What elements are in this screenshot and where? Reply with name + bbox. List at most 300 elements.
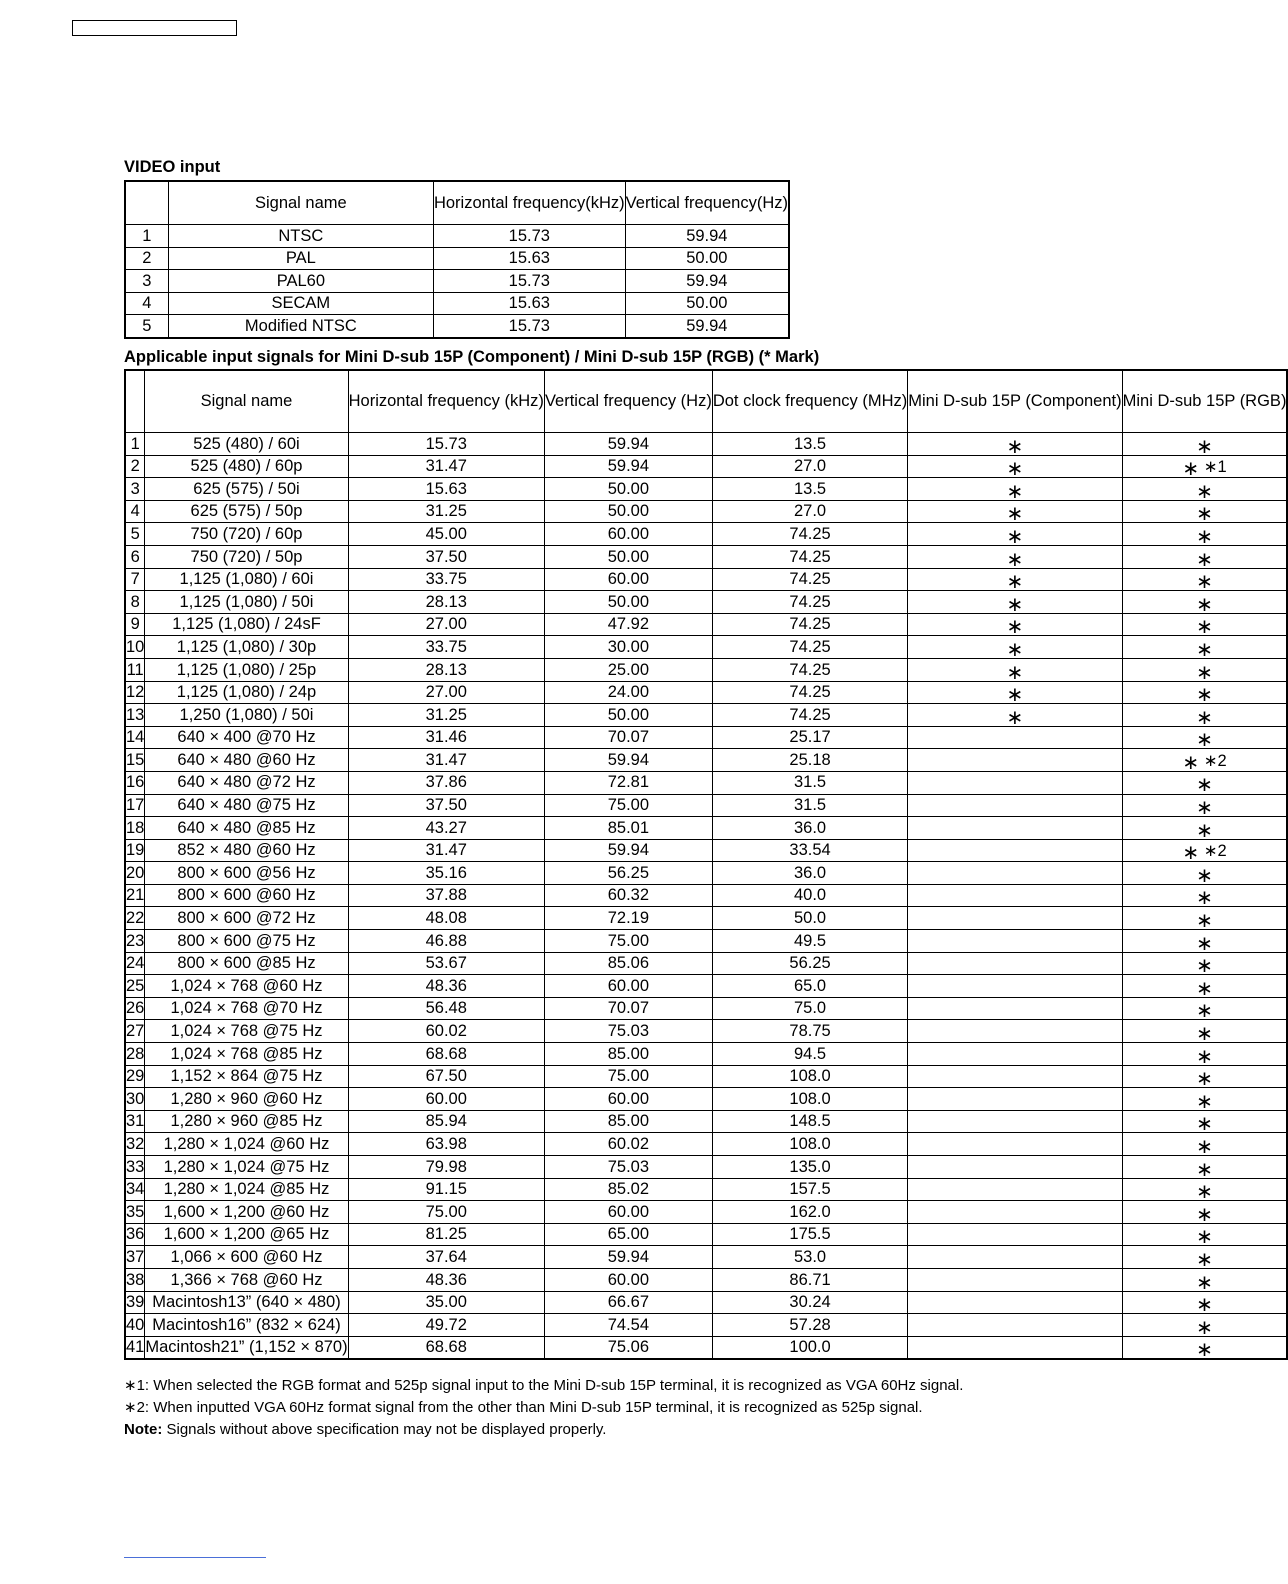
table-cell: 56.48 xyxy=(348,997,544,1020)
table-cell: 70.07 xyxy=(544,997,712,1020)
rgb-mark: ∗ xyxy=(1196,480,1213,503)
table-cell: 15.73 xyxy=(433,315,625,338)
table-cell: 4 xyxy=(125,292,168,315)
rgb-mark: ∗ xyxy=(1196,819,1213,842)
table-cell: SECAM xyxy=(168,292,433,315)
rgb-mark: ∗ xyxy=(1196,503,1213,526)
table-cell xyxy=(908,1178,1122,1201)
table-cell xyxy=(908,1133,1122,1156)
table-cell: 1,280 × 960 @85 Hz xyxy=(145,1110,348,1133)
table-row xyxy=(125,1336,1287,1359)
component-mark: ∗ xyxy=(1006,638,1024,661)
table-cell xyxy=(908,704,1122,727)
table-cell: 640 × 480 @75 Hz xyxy=(145,794,348,817)
table-cell: 75.00 xyxy=(544,794,712,817)
rgb-mark: ∗ xyxy=(1196,1339,1213,1362)
table-row xyxy=(125,523,1287,546)
rgb-mark: ∗ xyxy=(1196,910,1213,933)
footnote-ref: ∗2 xyxy=(1203,842,1227,861)
table-cell: 1,125 (1,080) / 25p xyxy=(145,658,348,681)
table-cell xyxy=(1122,1246,1287,1269)
table-row xyxy=(125,771,1287,794)
table-cell: 28 xyxy=(125,1043,145,1066)
table-cell: 66.67 xyxy=(544,1291,712,1314)
table-cell: 4 xyxy=(125,500,145,523)
rgb-mark: ∗ xyxy=(1196,1045,1213,1068)
table-row xyxy=(125,704,1287,727)
table-cell: 50.00 xyxy=(544,591,712,614)
table-cell xyxy=(1122,975,1287,998)
table-cell: 67.50 xyxy=(348,1065,544,1088)
rgb-mark: ∗ xyxy=(1196,1068,1213,1091)
table-cell xyxy=(908,1246,1122,1269)
column-header: Mini D-sub 15P (Component) xyxy=(908,370,1122,433)
table-cell xyxy=(1122,1133,1287,1156)
table-cell xyxy=(1122,704,1287,727)
table-cell: 800 × 600 @85 Hz xyxy=(145,952,348,975)
applicable-signals-heading: Applicable input signals for Mini D-sub 15P (Component) / Mini D-sub 15P (RGB) (* Mark) xyxy=(124,348,820,366)
table-cell: 1,125 (1,080) / 30p xyxy=(145,636,348,659)
table-cell: 22 xyxy=(125,907,145,930)
footnote-2: ∗2: When inputted VGA 60Hz format signal from the other than Mini D-sub 15P terminal, it is recognized as 525p signal. xyxy=(124,1399,923,1416)
table-cell: 108.0 xyxy=(712,1088,907,1111)
table-cell xyxy=(1122,1268,1287,1294)
table-cell: 70.07 xyxy=(544,726,712,749)
table-cell xyxy=(1122,568,1287,594)
table-cell: 10 xyxy=(125,636,145,659)
note-label: Note: xyxy=(124,1421,163,1438)
rgb-mark: ∗ xyxy=(1196,1226,1213,1249)
table-row xyxy=(125,315,789,338)
table-cell: 35.00 xyxy=(348,1291,544,1314)
table-cell: 36.0 xyxy=(712,862,907,885)
table-cell: 75.00 xyxy=(544,930,712,953)
table-cell xyxy=(1122,591,1287,614)
rgb-mark: ∗ xyxy=(1196,864,1213,887)
table-cell: 31.25 xyxy=(348,500,544,523)
video-input-table xyxy=(124,180,790,339)
table-cell: 30.24 xyxy=(712,1291,907,1314)
rgb-mark: ∗ xyxy=(1196,1181,1213,1204)
component-mark: ∗ xyxy=(1006,571,1024,594)
table-cell xyxy=(1122,681,1287,707)
table-cell: 1 xyxy=(125,433,145,456)
table-cell: 30.00 xyxy=(544,636,712,659)
table-cell: 31.47 xyxy=(348,455,544,478)
table-cell: 12 xyxy=(125,681,145,704)
rgb-mark: ∗ xyxy=(1196,1248,1213,1271)
table-cell xyxy=(908,930,1122,953)
rgb-mark: ∗ xyxy=(1196,774,1213,797)
table-cell: 640 × 480 @72 Hz xyxy=(145,771,348,794)
table-cell: 86.71 xyxy=(712,1268,907,1291)
table-cell xyxy=(908,726,1122,749)
rgb-mark: ∗ xyxy=(1196,571,1213,594)
table-cell: 750 (720) / 60p xyxy=(145,523,348,546)
table-cell xyxy=(908,1201,1122,1224)
table-cell: 1,024 × 768 @70 Hz xyxy=(145,997,348,1020)
table-cell xyxy=(908,1223,1122,1246)
applicable-signals-table xyxy=(124,369,1288,1360)
table-cell: 56.25 xyxy=(544,862,712,885)
table-cell xyxy=(908,478,1122,501)
table-cell: 81.25 xyxy=(348,1223,544,1246)
table-cell: 15 xyxy=(125,749,145,772)
table-cell: 53.67 xyxy=(348,952,544,975)
table-cell: 75.0 xyxy=(712,997,907,1020)
table-row xyxy=(125,1020,1287,1043)
table-cell: 21 xyxy=(125,884,145,907)
rgb-mark: ∗ xyxy=(1196,932,1213,955)
table-cell: 41 xyxy=(125,1336,145,1359)
rgb-mark: ∗ xyxy=(1196,1271,1213,1294)
table-cell: 157.5 xyxy=(712,1178,907,1201)
rgb-mark: ∗ xyxy=(1196,1135,1213,1158)
table-cell: 5 xyxy=(125,315,168,338)
table-cell xyxy=(1122,1020,1287,1043)
table-cell: NTSC xyxy=(168,225,433,248)
table-row xyxy=(125,1201,1287,1224)
table-cell: 640 × 480 @85 Hz xyxy=(145,817,348,840)
table-row xyxy=(125,1088,1287,1111)
table-cell: 11 xyxy=(125,658,145,681)
table-cell: 20 xyxy=(125,862,145,885)
table-cell: 37.88 xyxy=(348,884,544,907)
table-cell xyxy=(1122,771,1287,797)
table-cell: 68.68 xyxy=(348,1336,544,1359)
table-cell: 25 xyxy=(125,975,145,998)
table-cell xyxy=(908,1020,1122,1043)
table-row xyxy=(125,225,789,248)
table-cell xyxy=(908,1043,1122,1066)
table-cell: 60.00 xyxy=(544,1268,712,1291)
video-input-heading: VIDEO input xyxy=(124,158,221,176)
table-cell: 18 xyxy=(125,817,145,840)
rgb-mark: ∗ xyxy=(1196,1294,1213,1317)
table-cell xyxy=(1122,817,1287,840)
table-row xyxy=(125,500,1287,523)
table-row xyxy=(125,907,1287,930)
table-cell xyxy=(1122,1291,1287,1317)
table-cell: 15.73 xyxy=(433,270,625,293)
rgb-mark: ∗ xyxy=(1196,977,1213,1000)
table-row xyxy=(125,1110,1287,1133)
table-cell: 27.0 xyxy=(712,455,907,478)
table-cell: 31 xyxy=(125,1110,145,1133)
table-cell: 800 × 600 @72 Hz xyxy=(145,907,348,930)
table-cell: 1,024 × 768 @60 Hz xyxy=(145,975,348,998)
table-cell: 40.0 xyxy=(712,884,907,907)
table-row xyxy=(125,975,1287,998)
table-cell: 35.16 xyxy=(348,862,544,885)
table-cell: 60.00 xyxy=(544,1088,712,1111)
table-cell: 640 × 400 @70 Hz xyxy=(145,726,348,749)
rgb-mark: ∗ xyxy=(1196,729,1213,752)
rgb-mark: ∗ xyxy=(1196,661,1213,684)
table-cell: 74.25 xyxy=(712,523,907,546)
table-cell: 1,280 × 1,024 @60 Hz xyxy=(145,1133,348,1156)
table-row xyxy=(125,749,1287,772)
table-cell xyxy=(1122,862,1287,885)
table-cell: 50.00 xyxy=(544,704,712,727)
table-cell: 108.0 xyxy=(712,1133,907,1156)
table-row xyxy=(125,591,1287,614)
table-cell: 37.50 xyxy=(348,545,544,568)
table-cell: 65.0 xyxy=(712,975,907,998)
table-cell xyxy=(908,568,1122,594)
table-row xyxy=(125,817,1287,840)
table-cell: 46.88 xyxy=(348,930,544,953)
table-cell xyxy=(1122,907,1287,933)
table-cell: 1,250 (1,080) / 50i xyxy=(145,704,348,727)
table-cell xyxy=(1122,726,1287,752)
table-cell xyxy=(908,749,1122,772)
table-cell xyxy=(908,771,1122,794)
table-cell: 37.50 xyxy=(348,794,544,817)
table-cell xyxy=(1122,658,1287,684)
table-cell xyxy=(908,1156,1122,1179)
column-header: Mini D-sub 15P (RGB) xyxy=(1122,370,1287,433)
table-cell xyxy=(1122,636,1287,659)
table-cell xyxy=(908,907,1122,930)
component-mark: ∗ xyxy=(1006,503,1024,526)
table-row xyxy=(125,1043,1287,1066)
table-cell: 91.15 xyxy=(348,1178,544,1201)
table-cell: 50.00 xyxy=(544,478,712,501)
table-cell xyxy=(1122,1088,1287,1111)
table-cell: 59.94 xyxy=(544,839,712,862)
table-cell xyxy=(908,523,1122,546)
rgb-mark: ∗ xyxy=(1196,955,1213,978)
table-cell: 50.00 xyxy=(625,292,789,315)
table-cell: 28.13 xyxy=(348,658,544,681)
table-cell: 85.02 xyxy=(544,1178,712,1201)
table-row xyxy=(125,613,1287,636)
table-cell: 135.0 xyxy=(712,1156,907,1179)
table-cell xyxy=(908,952,1122,975)
table-cell: 175.5 xyxy=(712,1223,907,1246)
table-cell: 59.94 xyxy=(625,315,789,338)
table-cell: 15.73 xyxy=(433,225,625,248)
table-cell xyxy=(908,1291,1122,1314)
table-cell: 1,366 × 768 @60 Hz xyxy=(145,1268,348,1291)
rgb-mark: ∗ xyxy=(1196,1203,1213,1226)
table-cell: 65.00 xyxy=(544,1223,712,1246)
table-cell: 27 xyxy=(125,1020,145,1043)
table-cell xyxy=(908,997,1122,1020)
table-cell: 74.25 xyxy=(712,545,907,568)
table-cell: 16 xyxy=(125,771,145,794)
table-cell xyxy=(1122,1156,1287,1179)
table-cell: 74.25 xyxy=(712,658,907,681)
table-cell: 75.00 xyxy=(544,1065,712,1088)
table-cell: 59.94 xyxy=(544,749,712,772)
table-cell: 1,152 × 864 @75 Hz xyxy=(145,1065,348,1088)
table-cell: 31.5 xyxy=(712,794,907,817)
footnote-1: ∗1: When selected the RGB format and 525p signal input to the Mini D-sub 15P terminal, it is recognized as VGA 60Hz signal. xyxy=(124,1377,964,1394)
table-row xyxy=(125,884,1287,907)
table-row xyxy=(125,1133,1287,1156)
table-row xyxy=(125,997,1287,1020)
table-cell: 1,600 × 1,200 @60 Hz xyxy=(145,1201,348,1224)
table-cell: 59.94 xyxy=(625,225,789,248)
table-cell: 28.13 xyxy=(348,591,544,614)
table-cell: 74.25 xyxy=(712,613,907,636)
rgb-mark: ∗ xyxy=(1196,706,1213,729)
component-mark: ∗ xyxy=(1006,435,1024,458)
rgb-mark: ∗ xyxy=(1196,548,1213,571)
table-cell: 33 xyxy=(125,1156,145,1179)
table-cell xyxy=(908,455,1122,481)
table-cell xyxy=(908,1268,1122,1291)
table-cell xyxy=(908,500,1122,526)
table-cell: 74.25 xyxy=(712,704,907,727)
rgb-mark: ∗ xyxy=(1196,435,1213,458)
table-cell: 525 (480) / 60i xyxy=(145,433,348,456)
table-cell: 640 × 480 @60 Hz xyxy=(145,749,348,772)
rgb-mark: ∗ xyxy=(1182,842,1200,865)
table-cell: 1,280 × 1,024 @85 Hz xyxy=(145,1178,348,1201)
component-mark: ∗ xyxy=(1006,548,1024,571)
table-cell: 26 xyxy=(125,997,145,1020)
table-row xyxy=(125,455,1287,478)
table-cell: 17 xyxy=(125,794,145,817)
table-cell: 48.36 xyxy=(348,975,544,998)
table-cell: Macintosh21” (1,152 × 870) xyxy=(145,1336,348,1359)
rgb-mark: ∗ xyxy=(1196,1316,1213,1339)
rgb-mark: ∗ xyxy=(1196,887,1213,910)
table-cell: 36.0 xyxy=(712,817,907,840)
table-cell xyxy=(1122,1043,1287,1066)
table-cell: 25.17 xyxy=(712,726,907,749)
table-cell: 60.00 xyxy=(544,568,712,591)
table-cell: 75.06 xyxy=(544,1336,712,1359)
table-cell xyxy=(908,658,1122,684)
table-row xyxy=(125,1156,1287,1179)
table-row xyxy=(125,1314,1287,1337)
table-row xyxy=(125,270,789,293)
table-cell: 34 xyxy=(125,1178,145,1201)
table-cell: 78.75 xyxy=(712,1020,907,1043)
table-cell xyxy=(908,839,1122,862)
table-cell: 85.01 xyxy=(544,817,712,840)
table-cell xyxy=(908,884,1122,907)
table-cell: 31.5 xyxy=(712,771,907,794)
column-header xyxy=(125,370,145,433)
table-cell: 2 xyxy=(125,247,168,270)
table-cell: 60.00 xyxy=(544,1201,712,1224)
table-cell: 85.06 xyxy=(544,952,712,975)
table-row xyxy=(125,636,1287,659)
table-cell: 1,280 × 1,024 @75 Hz xyxy=(145,1156,348,1179)
table-cell xyxy=(908,1110,1122,1133)
table-row xyxy=(125,839,1287,862)
table-cell: 40 xyxy=(125,1314,145,1337)
table-cell: 63.98 xyxy=(348,1133,544,1156)
column-header: Horizontal frequency (kHz) xyxy=(348,370,544,433)
column-header: Dot clock frequency (MHz) xyxy=(712,370,907,433)
table-cell xyxy=(1122,1314,1287,1337)
table-cell: 19 xyxy=(125,839,145,862)
table-cell xyxy=(1122,884,1287,910)
table-cell: 75.03 xyxy=(544,1156,712,1179)
table-row xyxy=(125,952,1287,975)
table-row xyxy=(125,726,1287,749)
component-mark: ∗ xyxy=(1006,525,1024,548)
table-cell xyxy=(908,613,1122,639)
table-cell: 625 (575) / 50p xyxy=(145,500,348,523)
table-cell xyxy=(908,1088,1122,1111)
table-cell: 94.5 xyxy=(712,1043,907,1066)
table-cell: 13.5 xyxy=(712,478,907,501)
table-cell xyxy=(1122,1336,1287,1362)
table-cell: 5 xyxy=(125,523,145,546)
rgb-mark: ∗ xyxy=(1196,1000,1213,1023)
table-cell: 7 xyxy=(125,568,145,591)
table-cell: 60.02 xyxy=(544,1133,712,1156)
table-cell: 48.08 xyxy=(348,907,544,930)
table-cell: 75.03 xyxy=(544,1020,712,1043)
rgb-mark: ∗ xyxy=(1196,1090,1213,1113)
table-cell: 25.00 xyxy=(544,658,712,681)
column-header: Signal name xyxy=(145,370,348,433)
table-cell: 1,125 (1,080) / 60i xyxy=(145,568,348,591)
table-cell: 15.63 xyxy=(348,478,544,501)
table-cell: 49.5 xyxy=(712,930,907,953)
column-header: Signal name xyxy=(168,181,433,225)
table-cell: 800 × 600 @60 Hz xyxy=(145,884,348,907)
table-cell: 56.25 xyxy=(712,952,907,975)
table-cell xyxy=(908,636,1122,659)
table-cell: 59.94 xyxy=(544,1246,712,1269)
footnotes xyxy=(124,1376,1064,1442)
table-cell: 800 × 600 @75 Hz xyxy=(145,930,348,953)
table-cell: 85.00 xyxy=(544,1110,712,1133)
footnote-ref: ∗2 xyxy=(1203,751,1227,770)
table-cell: 85.94 xyxy=(348,1110,544,1133)
table-cell: 32 xyxy=(125,1133,145,1156)
table-cell: 525 (480) / 60p xyxy=(145,455,348,478)
table-cell: 59.94 xyxy=(625,270,789,293)
table-cell: 750 (720) / 50p xyxy=(145,545,348,568)
table-cell xyxy=(908,794,1122,817)
rgb-mark: ∗ xyxy=(1196,638,1213,661)
table-cell: 74.25 xyxy=(712,636,907,659)
table-cell: 9 xyxy=(125,613,145,636)
table-cell xyxy=(1122,1110,1287,1136)
table-cell xyxy=(1122,839,1287,865)
column-header: Horizontal frequency(kHz) xyxy=(433,181,625,225)
component-mark: ∗ xyxy=(1006,684,1024,707)
table-cell: 1,125 (1,080) / 24sF xyxy=(145,613,348,636)
table-cell: 1,024 × 768 @85 Hz xyxy=(145,1043,348,1066)
table-cell: 60.00 xyxy=(348,1088,544,1111)
table-row xyxy=(125,930,1287,953)
table-cell: 31.47 xyxy=(348,839,544,862)
table-cell: 8 xyxy=(125,591,145,614)
table-row xyxy=(125,545,1287,568)
table-row xyxy=(125,862,1287,885)
table-cell: 37 xyxy=(125,1246,145,1269)
table-cell xyxy=(1122,500,1287,526)
table-cell: 74.54 xyxy=(544,1314,712,1337)
table-cell: 72.19 xyxy=(544,907,712,930)
table-cell: 39 xyxy=(125,1291,145,1314)
rgb-mark: ∗ xyxy=(1196,1113,1213,1136)
table-cell: 625 (575) / 50i xyxy=(145,478,348,501)
table-row xyxy=(125,681,1287,704)
table-cell: 31.25 xyxy=(348,704,544,727)
